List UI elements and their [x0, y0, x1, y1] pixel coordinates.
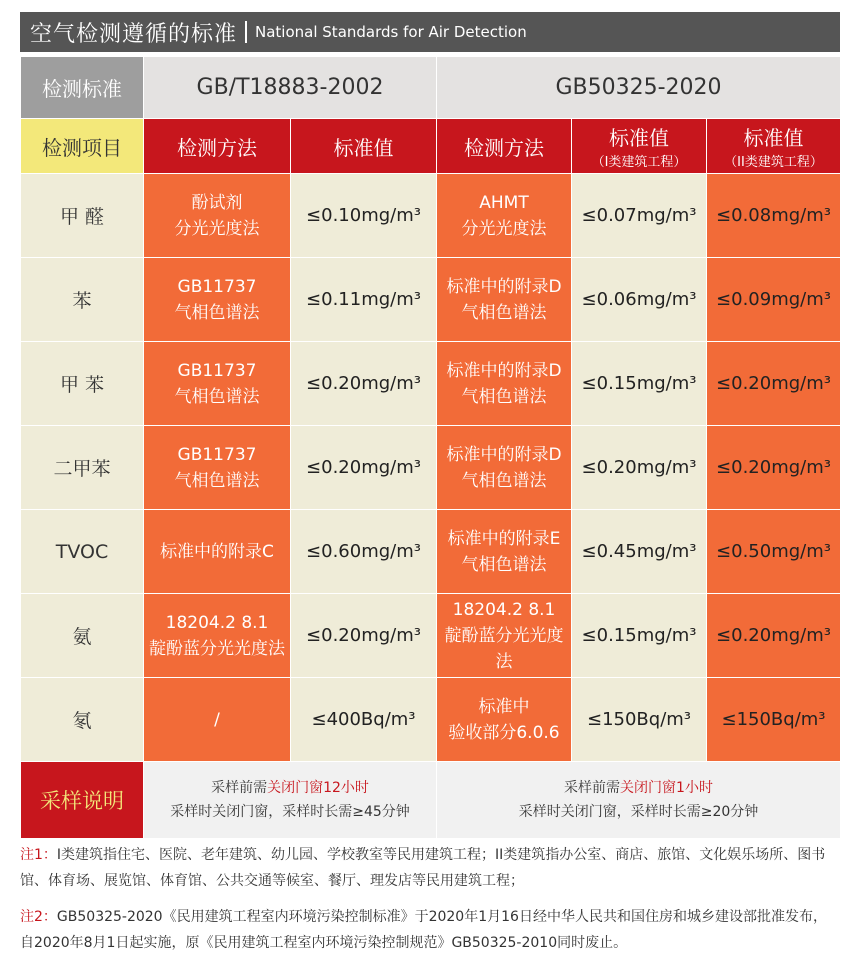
- value-b2-cell: ≤0.20mg/m³: [707, 594, 841, 678]
- sampling-b-line2: 采样时关闭门窗，采样时长需≥20分钟: [518, 804, 759, 820]
- item-cell: 苯: [21, 258, 144, 342]
- method-b-cell: [437, 258, 572, 342]
- method-a-cell-line: GB11737: [177, 444, 257, 465]
- sampling-b-cell: [437, 762, 841, 839]
- value-b1-header: [572, 119, 707, 174]
- value-a-cell: ≤0.10mg/m³: [291, 174, 437, 258]
- method-b-cell-line: 标准中的附录E: [447, 528, 561, 549]
- value-b1-cell: ≤0.15mg/m³: [572, 594, 707, 678]
- value-b1-cell: ≤0.15mg/m³: [572, 342, 707, 426]
- method-a-cell: [144, 510, 291, 594]
- value-b2-cell: ≤0.50mg/m³: [707, 510, 841, 594]
- value-b1-cell: ≤0.45mg/m³: [572, 510, 707, 594]
- method-b-cell-line: 气相色谱法: [461, 554, 547, 575]
- method-b-cell-line: 标准中: [478, 696, 530, 717]
- standard-label-cell: 检测标准: [21, 57, 144, 119]
- method-b-cell: [437, 426, 572, 510]
- method-a-cell-line: 靛酚蓝分光光度法: [149, 638, 285, 659]
- method-b-cell: [437, 342, 572, 426]
- method-b-cell-line: 靛酚蓝分光光度法: [444, 625, 564, 672]
- pollutant-row: [21, 510, 841, 594]
- method-a-cell-line: 气相色谱法: [174, 470, 260, 491]
- method-a-cell-line: 酚试剂: [191, 192, 243, 213]
- method-a-cell-line: 标准中的附录C: [160, 541, 274, 562]
- note-2-label: 注2：: [20, 909, 57, 925]
- item-cell: TVOC: [21, 510, 144, 594]
- standards-table: [20, 56, 841, 839]
- item-cell: 二甲苯: [21, 426, 144, 510]
- pollutant-row: [21, 174, 841, 258]
- sampling-a-line1: [144, 776, 436, 800]
- sampling-a-cell: [144, 762, 437, 839]
- title-divider: [245, 21, 247, 43]
- column-header-row: [21, 119, 841, 174]
- method-b-cell-line: 标准中的附录D: [446, 444, 562, 465]
- method-b-cell-line: 气相色谱法: [461, 470, 547, 491]
- value-b1-cell: ≤0.06mg/m³: [572, 258, 707, 342]
- sampling-b-highlight: 关闭门窗1小时: [620, 780, 713, 796]
- note-1-label: 注1：: [20, 847, 57, 863]
- value-a-cell: ≤0.11mg/m³: [291, 258, 437, 342]
- method-b-cell-line: 验收部分6.0.6: [448, 722, 560, 743]
- title-chinese: 空气检测遵循的标准: [30, 21, 238, 47]
- value-b2-cell: ≤0.09mg/m³: [707, 258, 841, 342]
- method-b-cell-line: 气相色谱法: [461, 386, 547, 407]
- method-b-cell-line: 分光光度法: [461, 218, 547, 239]
- sampling-b-pre: 采样前需: [564, 780, 621, 796]
- method-a-cell: [144, 342, 291, 426]
- sampling-a-highlight: 关闭门窗12小时: [267, 780, 369, 796]
- value-a-cell: ≤0.20mg/m³: [291, 342, 437, 426]
- note-1: [20, 842, 840, 894]
- value-a-cell: ≤0.20mg/m³: [291, 426, 437, 510]
- method-b-cell-line: 18204.2 8.1: [452, 599, 556, 620]
- value-b2-sub: （II类建筑工程）: [724, 155, 823, 170]
- value-b2-header: [707, 119, 841, 174]
- method-a-cell: [144, 678, 291, 762]
- pollutant-row: [21, 342, 841, 426]
- value-b2-cell: ≤150Bq/m³: [707, 678, 841, 762]
- standards-header-row: [21, 57, 841, 119]
- value-b1-cell: ≤150Bq/m³: [572, 678, 707, 762]
- method-a-cell-line: /: [214, 709, 220, 730]
- method-a-cell-line: GB11737: [177, 276, 257, 297]
- standard-b-cell: GB50325-2020: [437, 57, 841, 119]
- method-b-cell-line: 标准中的附录D: [446, 276, 562, 297]
- sampling-label-cell: 采样说明: [21, 762, 144, 839]
- item-cell: 氡: [21, 678, 144, 762]
- sampling-row: [21, 762, 841, 839]
- value-b1-label: 标准值: [609, 126, 669, 150]
- method-a-cell-line: 18204.2 8.1: [165, 612, 269, 633]
- item-cell: 甲 醛: [21, 174, 144, 258]
- standard-a-cell: GB/T18883-2002: [144, 57, 437, 119]
- value-a-cell: ≤0.20mg/m³: [291, 594, 437, 678]
- note-2: [20, 904, 840, 956]
- method-b-cell-line: AHMT: [479, 192, 529, 213]
- sampling-b-line1: [437, 776, 840, 800]
- pollutant-row: [21, 258, 841, 342]
- note-1-text: I类建筑指住宅、医院、老年建筑、幼儿园、学校教室等民用建筑工程；II类建筑指办公室、商店、旅馆、文化娱乐场所、图书馆、体育场、展览馆、体育馆、公共交通等候室、餐厅、理发店等民用建筑工程；: [20, 847, 826, 889]
- item-cell: 甲 苯: [21, 342, 144, 426]
- method-b-cell: [437, 510, 572, 594]
- method-b-cell: [437, 678, 572, 762]
- method-b-cell-line: 标准中的附录D: [446, 360, 562, 381]
- value-b2-label: 标准值: [743, 126, 804, 150]
- pollutant-row: [21, 678, 841, 762]
- method-b-cell-line: 气相色谱法: [461, 302, 547, 323]
- method-b-cell: [437, 174, 572, 258]
- value-a-header: 标准值: [291, 119, 437, 174]
- method-a-cell-line: 气相色谱法: [174, 386, 260, 407]
- notes: [20, 842, 840, 966]
- value-a-cell: ≤400Bq/m³: [291, 678, 437, 762]
- value-b2-cell: ≤0.08mg/m³: [707, 174, 841, 258]
- value-b1-sub: （I类建筑工程）: [591, 155, 687, 170]
- value-a-cell: ≤0.60mg/m³: [291, 510, 437, 594]
- pollutant-row: [21, 426, 841, 510]
- sampling-a-pre: 采样前需: [211, 780, 268, 796]
- sampling-a-line2: 采样时关闭门窗，采样时长需≥45分钟: [170, 804, 410, 820]
- value-b1-cell: ≤0.20mg/m³: [572, 426, 707, 510]
- method-a-cell: [144, 594, 291, 678]
- title-bar: [20, 12, 840, 52]
- method-a-cell-line: 分光光度法: [174, 218, 260, 239]
- value-b2-cell: ≤0.20mg/m³: [707, 426, 841, 510]
- method-b-cell: [437, 594, 572, 678]
- item-label-cell: 检测项目: [21, 119, 144, 174]
- value-b2-cell: ≤0.20mg/m³: [707, 342, 841, 426]
- method-a-cell: [144, 426, 291, 510]
- pollutant-row: [21, 594, 841, 678]
- method-b-header: 检测方法: [437, 119, 572, 174]
- pollutant-rows: [21, 174, 841, 762]
- method-a-cell: [144, 258, 291, 342]
- method-a-header: 检测方法: [144, 119, 291, 174]
- note-2-text: GB50325-2020《民用建筑工程室内环境污染控制标准》于2020年1月16日经中华人民共和国住房和城乡建设部批准发布，自2020年8月1日起实施，原《民用建筑工程室内环境污染控制规范》GB50325-2010同时废止。: [20, 909, 827, 951]
- method-a-cell-line: GB11737: [177, 360, 257, 381]
- item-cell: 氨: [21, 594, 144, 678]
- method-a-cell-line: 气相色谱法: [174, 302, 260, 323]
- title-english: National Standards for Air Detection: [255, 23, 527, 41]
- value-b1-cell: ≤0.07mg/m³: [572, 174, 707, 258]
- method-a-cell: [144, 174, 291, 258]
